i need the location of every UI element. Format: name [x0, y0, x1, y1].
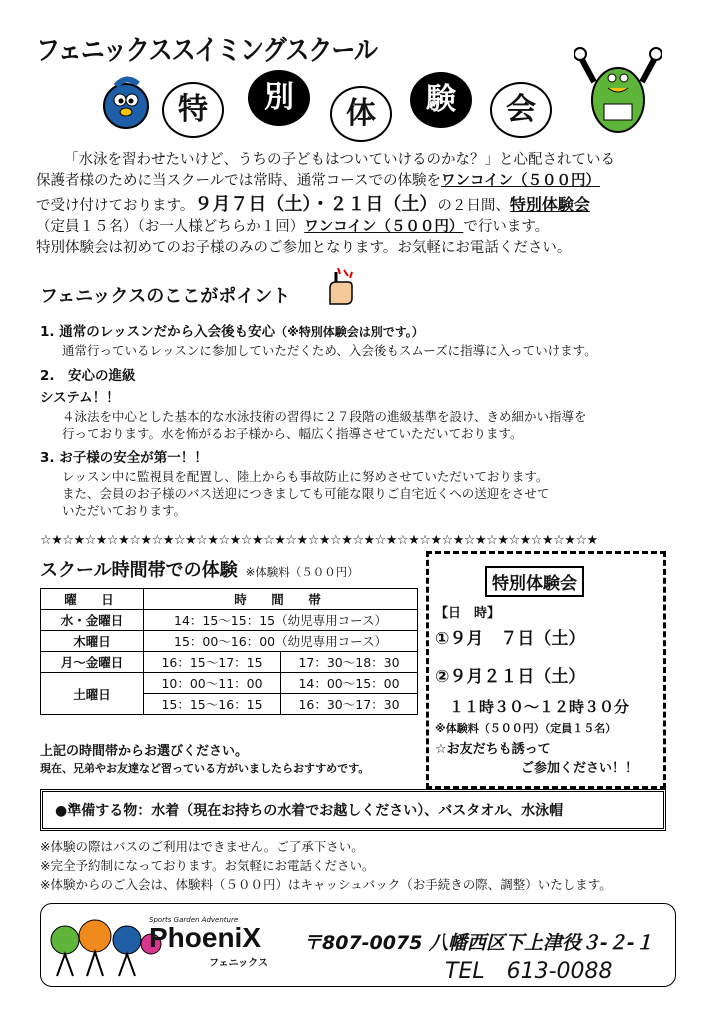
- event-title: [162, 80, 582, 136]
- point-3-title: 3. お子様の安全が第一！！: [40, 450, 208, 466]
- day-cell: 月～金曜日: [41, 652, 144, 673]
- note-item: ※体験からのご入会は、体験料（５００円）はキャッシュバック（お手続きの際、調整）いたします。: [40, 877, 612, 892]
- time-cell: 14：00～15：00: [281, 673, 418, 694]
- schedule-heading-text: スクール時間帯での体験: [40, 560, 238, 581]
- day-cell: 水・金曜日: [41, 610, 144, 631]
- green-mascot-illustration: [574, 42, 662, 134]
- point-note: （※特別体験会は別です。）: [275, 325, 424, 339]
- time-cell: 15：15～16：15: [144, 694, 281, 715]
- blue-mascot-illustration: [96, 72, 156, 132]
- one-coin-price: ワンコイン（５００円）: [440, 173, 601, 189]
- intro-text-span: で行います。: [463, 219, 550, 235]
- title-char: 会: [490, 82, 552, 138]
- event-friends-note: ☆お友だちも誘って: [435, 742, 551, 757]
- note-item: ※完全予約制になっております。お気軽にお電話ください。: [40, 858, 375, 873]
- point-2-body: ４泳法を中心とした基本的な水泳技術の習得に２７段階の進級基準を設け、きめ細かい指導を: [62, 409, 587, 424]
- point-3-body: また、会員のお子様のバス送迎につきましても可能な限りご自宅近くへの送迎をさせて: [62, 486, 550, 501]
- time-cell: 16：30～17：30: [281, 694, 418, 715]
- time-cell: 14：15～15：15（幼児専用コース）: [144, 610, 418, 631]
- intro-line: 特別体験会は初めてのお子様のみのご参加となります。お気軽にお電話ください。: [36, 240, 572, 256]
- column-header-time: 時 間 帯: [144, 589, 418, 610]
- event-join-note: ご参加ください！！: [521, 761, 639, 776]
- notes-list: [40, 837, 612, 894]
- points-heading: フェニックスのここがポイント: [40, 286, 291, 307]
- event-info-box: [426, 551, 666, 789]
- event-date-label: 【日 時】: [435, 606, 501, 621]
- table-row: [41, 673, 418, 694]
- note-item: ※体験の際はバスのご利用はできません。ご了承下さい。: [40, 839, 364, 854]
- title-char: 体: [330, 86, 392, 142]
- schedule-fee-note: ※体験料（５００円）: [245, 565, 359, 579]
- mascot-group-illustration: [47, 910, 165, 980]
- title-char: 別: [248, 70, 310, 126]
- logo-tagline: Sports Garden Adventure: [149, 916, 239, 924]
- schedule-heading: [40, 556, 359, 582]
- table-header-row: [41, 589, 418, 610]
- time-cell: 15：00～16：00（幼児専用コース）: [144, 631, 418, 652]
- event-dates: ９月７日（土）・２１日（土）: [194, 194, 438, 215]
- day-cell: 土曜日: [41, 673, 144, 715]
- intro-line: 「水泳を習わせたいけど、うちの子どもはついていけるのかな？」と心配されている: [64, 152, 615, 168]
- phoenix-logo: PhoeniX: [149, 922, 262, 953]
- time-cell: 16：15～17：15: [144, 652, 281, 673]
- intro-text-span: 保護者様のために当スクールでは常時、通常コースでの体験を: [36, 173, 441, 189]
- event-date-1: ①９月 ７日（土）: [435, 629, 586, 649]
- time-cell: 10：00～11：00: [144, 673, 281, 694]
- point-1-title: [40, 320, 680, 340]
- point-2-body: 行っております。水を怖がるお子様から、幅広く指導させていただいております。: [62, 426, 523, 441]
- event-time: １１時３０～１２時３０分: [449, 698, 630, 716]
- title-char: 験: [410, 72, 472, 128]
- phone-number: TEL 613-0088: [445, 959, 613, 984]
- point-2-title: 2. 安心の進級: [40, 368, 136, 384]
- point-2-title: システム！！: [40, 390, 120, 406]
- point-1-body: 通常行っているレッスンに参加していただくため、入会後もスムーズに指導に入っていけます。: [62, 343, 597, 358]
- point-3-body: レッスン中に監視員を配置し、陸上からも事故防止に努めさせていただいております。: [62, 469, 549, 484]
- event-fee: ※体験料（５００円）（定員１５名）: [435, 722, 617, 735]
- event-date-2: ②９月２１日（土）: [435, 667, 586, 687]
- schedule-table: [40, 588, 418, 715]
- address: 〒807-0075 八幡西区下上津役３-２-１: [303, 932, 654, 954]
- time-cell: 17：30～18：30: [281, 652, 418, 673]
- event-box-title: 特別体験会: [485, 566, 584, 597]
- intro-line: [36, 171, 615, 192]
- preparation-box: [40, 789, 666, 831]
- intro-line: [36, 194, 615, 217]
- title-char: 特: [162, 82, 224, 138]
- preparation-text: ●準備する物：水着（現在お持ちの水着でお越しください）、バスタオル、水泳帽: [55, 803, 564, 819]
- table-row: [41, 652, 418, 673]
- brand-name: フェニックススイミングスクール: [36, 34, 377, 67]
- points-list: [40, 320, 680, 519]
- point-title-text: 1. 通常のレッスンだから入会後も安心: [40, 324, 276, 340]
- star-divider: ☆★☆★☆★☆★☆★☆★☆★☆★☆★☆★☆★☆★☆★☆★☆★☆★☆★☆★☆★☆★☆★☆★☆★☆★☆★: [40, 533, 598, 548]
- one-coin-price: ワンコイン（５００円）: [304, 219, 464, 235]
- intro-text-span: （定員１５名）（お一人様どちらか１回）: [36, 219, 305, 235]
- choose-note: 上記の時間帯からお選びください。: [40, 744, 249, 759]
- table-row: [41, 631, 418, 652]
- column-header-day: 曜 日: [41, 589, 144, 610]
- pointing-hand-icon: [322, 268, 356, 306]
- intro-text: [36, 150, 615, 259]
- intro-line: [36, 217, 615, 238]
- footer-contact-box: [40, 903, 676, 987]
- intro-text-span: で受け付けております。: [36, 198, 195, 214]
- special-event-label: 特別体験会: [509, 195, 590, 214]
- recommend-note: 現在、兄弟やお友達など習っている方がいましたらおすすめです。: [40, 762, 370, 775]
- intro-text-span: の２日間、: [437, 198, 510, 214]
- point-3-body: いただいております。: [62, 503, 187, 518]
- day-cell: 木曜日: [41, 631, 144, 652]
- table-row: [41, 610, 418, 631]
- logo-kana: フェニックス: [209, 958, 268, 969]
